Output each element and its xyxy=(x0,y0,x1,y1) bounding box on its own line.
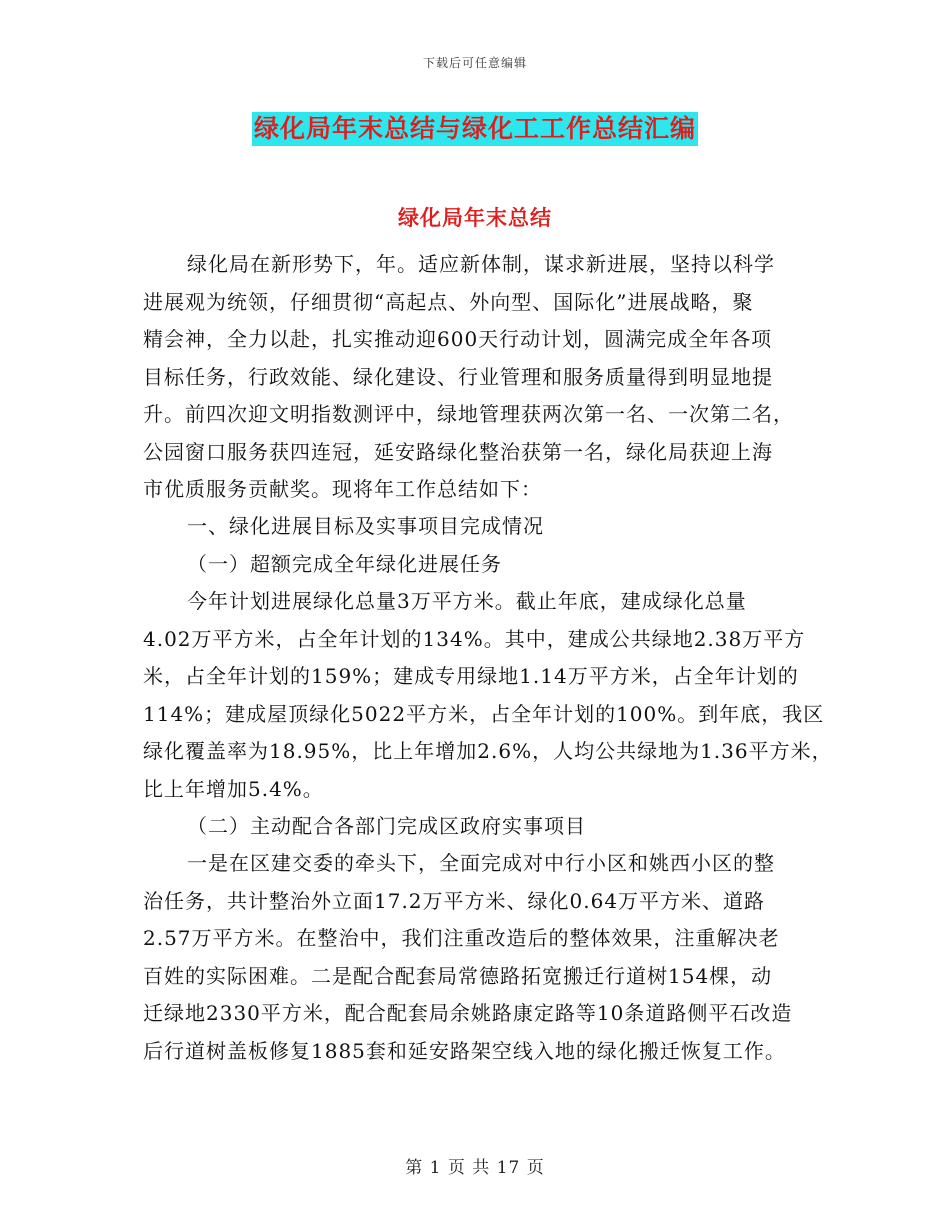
paragraph-line: 米，占全年计划的159%；建成专用绿地1.14万平方米，占全年计划的 xyxy=(143,664,799,688)
paragraph-line: 比上年增加5.4%。 xyxy=(143,777,324,801)
subheading-line: （二）主动配合各部门完成区政府实事项目 xyxy=(187,814,586,838)
paragraph-line: 市优质服务贡献奖。现将年工作总结如下： xyxy=(143,477,542,501)
paragraph-line: 绿化覆盖率为18.95%，比上年增加2.6%，人均公共绿地为1.36平方米， xyxy=(143,739,833,763)
paragraph-line: 升。前四次迎文明指数测评中，绿地管理获两次第一名、一次第二名， xyxy=(143,402,794,426)
paragraph-line: 公园窗口服务获四连冠，延安路绿化整治获第一名，绿化局获迎上海 xyxy=(143,440,773,464)
header-note: 下载后可任意编辑 xyxy=(422,56,527,70)
paragraph-line: 后行道树盖板修复1885套和延安路架空线入地的绿化搬迁恢复工作。 xyxy=(143,1039,786,1063)
heading-line: 一、绿化进展目标及实事项目完成情况 xyxy=(187,514,544,538)
section-title: 绿化局年末总结 xyxy=(398,206,552,230)
paragraph-line: 进展观为统领，仔细贯彻“高起点、外向型、国际化”进展战略，聚 xyxy=(143,290,754,314)
paragraph-line: 114%；建成屋顶绿化5022平方米，占全年计划的100%。到年底，我区 xyxy=(143,702,825,726)
paragraph-line: 精会神，全力以赴，扎实推动迎600天行动计划，圆满完成全年各项 xyxy=(143,327,773,351)
page-number: 第 1 页 共 17 页 xyxy=(405,1158,545,1178)
paragraph-line: 绿化局在新形势下，年。适应新体制，谋求新进展，坚持以科学 xyxy=(187,252,775,276)
paragraph-line: 百姓的实际困难。二是配合配套局常德路拓宽搬迁行道树154棵，动 xyxy=(143,964,773,988)
paragraph-line: 4.02万平方米，占全年计划的134%。其中，建成公共绿地2.38万平方 xyxy=(143,627,806,651)
subheading-line: （一）超额完成全年绿化进展任务 xyxy=(187,552,502,576)
paragraph-line: 一是在区建交委的牵头下，全面完成对中行小区和姚西小区的整 xyxy=(187,851,775,875)
paragraph-line: 目标任务，行政效能、绿化建设、行业管理和服务质量得到明显地提 xyxy=(143,365,773,389)
document-title-wrap xyxy=(0,112,950,146)
paragraph-line: 今年计划进展绿化总量3万平方米。截止年底，建成绿化总量 xyxy=(187,589,747,613)
paragraph-line: 迁绿地2330平方米，配合配套局余姚路康定路等10条道路侧平石改造 xyxy=(143,1001,793,1025)
paragraph-line: 2.57万平方米。在整治中，我们注重改造后的整体效果，注重解决老 xyxy=(143,926,780,950)
paragraph-line: 治任务，共计整治外立面17.2万平方米、绿化0.64万平方米、道路 xyxy=(143,889,766,913)
document-title: 绿化局年末总结与绿化工工作总结汇编 xyxy=(252,112,698,146)
